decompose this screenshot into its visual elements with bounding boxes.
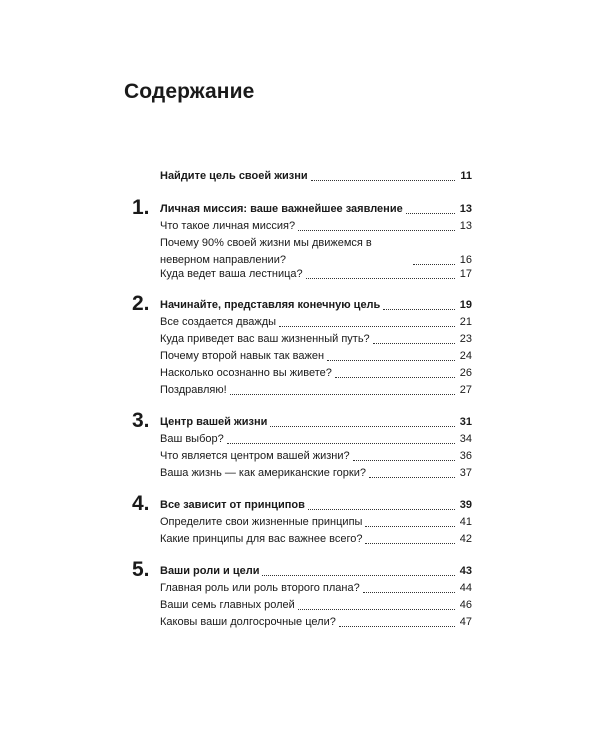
toc-item-page: 17 — [459, 268, 472, 280]
toc-item-page: 41 — [459, 516, 472, 528]
dot-leader — [308, 509, 455, 510]
toc-item-title: Почему второй навык так важен — [160, 350, 325, 362]
toc-item-page: 23 — [459, 333, 472, 345]
toc-intro-page: 11 — [460, 170, 472, 182]
toc-item-title: Каковы ваши долгосрочные цели? — [160, 616, 336, 628]
toc-item — [160, 448, 472, 465]
toc-item — [160, 597, 472, 614]
toc-item-title: Ваш выбор? — [160, 433, 224, 445]
toc-item-title: Все создается дважды — [160, 316, 277, 328]
dot-leader — [363, 592, 455, 593]
toc-item — [160, 331, 472, 348]
chapter-heading — [160, 414, 472, 431]
toc-item-page: 21 — [459, 316, 472, 328]
dot-leader — [413, 264, 455, 265]
chapter-heading — [160, 497, 472, 514]
toc-item — [160, 431, 472, 448]
chapter-page: 19 — [459, 299, 472, 311]
toc-item — [160, 266, 472, 283]
chapter-number: 3. — [132, 409, 150, 432]
dot-leader — [383, 309, 455, 310]
toc-item-title: Поздравляю! — [160, 384, 227, 396]
chapter-number: 4. — [132, 492, 150, 515]
chapter-heading — [160, 201, 472, 218]
chapter-title: Ваши роли и цели — [160, 565, 260, 577]
chapter-number: 5. — [132, 558, 150, 581]
dot-leader — [227, 443, 455, 444]
dot-leader — [298, 609, 455, 610]
chapter-heading — [160, 563, 472, 580]
chapter-page: 39 — [459, 499, 472, 511]
chapter-page: 43 — [459, 565, 472, 577]
chapter-heading — [160, 297, 472, 314]
toc-item-title: Насколько осознанно вы живете? — [160, 367, 332, 379]
toc-item-page: 42 — [459, 533, 472, 545]
dot-leader — [353, 460, 455, 461]
toc-item-page: 47 — [459, 616, 472, 628]
toc-item — [160, 314, 472, 331]
chapter-page: 13 — [459, 203, 472, 215]
toc-intro — [160, 168, 472, 185]
dot-leader — [262, 575, 455, 576]
dot-leader — [373, 343, 455, 344]
dot-leader — [306, 278, 455, 279]
toc-item-page: 16 — [459, 254, 472, 266]
toc-item-title: Что является центром вашей жизни? — [160, 450, 350, 462]
dot-leader — [279, 326, 455, 327]
toc-item-page: 44 — [459, 582, 472, 594]
toc-item — [160, 235, 472, 269]
dot-leader — [339, 626, 455, 627]
toc-item-title: Что такое личная миссия? — [160, 220, 296, 232]
toc-item — [160, 580, 472, 597]
chapter-number: 2. — [132, 292, 150, 315]
toc-item-page: 36 — [459, 450, 472, 462]
toc-item-title: Куда приведет вас ваш жизненный путь? — [160, 333, 370, 345]
toc-item-title: Куда ведет ваша лестница? — [160, 268, 303, 280]
toc-item — [160, 514, 472, 531]
toc-item — [160, 614, 472, 631]
dot-leader — [298, 230, 455, 231]
toc-item-title: Определите свои жизненные принципы — [160, 516, 363, 528]
dot-leader — [365, 543, 455, 544]
toc-item — [160, 531, 472, 548]
toc-item — [160, 348, 472, 365]
toc-item — [160, 218, 472, 235]
chapter-title: Все зависит от принципов — [160, 499, 305, 511]
toc-item-page: 27 — [459, 384, 472, 396]
dot-leader — [365, 526, 455, 527]
dot-leader — [327, 360, 455, 361]
toc-item — [160, 382, 472, 399]
toc-item — [160, 365, 472, 382]
dot-leader — [230, 394, 455, 395]
dot-leader — [335, 377, 455, 378]
chapter-title: Центр вашей жизни — [160, 416, 268, 428]
chapter-title: Начинайте, представляя конечную цель — [160, 299, 381, 311]
toc-item-page: 26 — [459, 367, 472, 379]
toc-item-page: 46 — [459, 599, 472, 611]
dot-leader — [311, 180, 455, 181]
toc-item-title: Какие принципы для вас важнее всего? — [160, 533, 363, 545]
dot-leader — [406, 213, 455, 214]
page-title: Содержание — [124, 80, 255, 103]
chapter-number: 1. — [132, 196, 150, 219]
toc-item-page: 37 — [459, 467, 472, 479]
chapter-page: 31 — [459, 416, 472, 428]
toc-intro-title: Найдите цель своей жизни — [160, 170, 308, 182]
chapter-title: Личная миссия: ваше важнейшее заявление — [160, 203, 403, 215]
dot-leader — [369, 477, 455, 478]
toc-item-page: 34 — [459, 433, 472, 445]
toc-item-title: Почему 90% своей жизни мы движемся в неверном направлении? — [160, 237, 372, 266]
toc-item-page: 13 — [459, 220, 472, 232]
toc-item-page: 24 — [459, 350, 472, 362]
toc-item-title: Ваша жизнь — как американские горки? — [160, 467, 366, 479]
toc-item-title: Ваши семь главных ролей — [160, 599, 295, 611]
dot-leader — [270, 426, 455, 427]
toc-item-title: Главная роль или роль второго плана? — [160, 582, 360, 594]
toc-item — [160, 465, 472, 482]
